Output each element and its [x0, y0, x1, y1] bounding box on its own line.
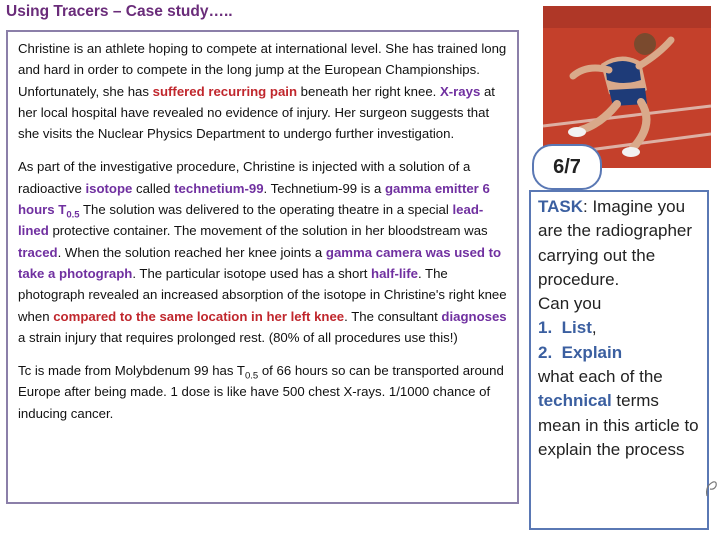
task-item-1: [538, 316, 703, 340]
text-run: As part of the investigative procedure, Christine is injected with a solution of a radioactive: [18, 159, 471, 196]
text-run: technetium-99: [174, 180, 264, 196]
text-run: . The photograph revealed an increased absorption of the isotope in Christine's right knee when: [18, 265, 507, 324]
page-number-badge: 6/7: [532, 144, 602, 190]
task-outro-end: terms mean in this article to explain the process: [538, 391, 699, 459]
task-outro: [538, 365, 703, 462]
text-run: half-life: [371, 265, 418, 281]
text-run: The solution was delivered to the operating theatre in a special: [79, 202, 453, 218]
page-title: Using Tracers – Case study…..: [6, 3, 233, 20]
task-can-you: Can you: [538, 294, 602, 314]
text-run: diagnoses: [441, 308, 507, 324]
task-box: [529, 190, 709, 530]
text-run: 0.5: [244, 370, 259, 382]
case-study-box: [6, 30, 519, 504]
text-run: a strain injury that requires prolonged rest. (80% of all procedures use this!): [18, 329, 458, 345]
text-run: beneath her right knee.: [297, 83, 440, 99]
text-run: . The particular isotope used has a short: [132, 265, 372, 281]
task-item-1-text: List: [561, 318, 592, 338]
case-paragraph-1: [18, 38, 509, 144]
text-run: Christine is an athlete hoping to compete at international level. She has trained long and hard in order to compete in the long jump at the European Championships. Unfortunately, she has: [18, 41, 507, 99]
text-run: gamma camera was used to take a photograph: [18, 244, 502, 281]
case-paragraph-2: [18, 156, 509, 348]
task-intro-text: : Imagine you are the radiographer carrying out the procedure.: [538, 197, 693, 289]
text-run: gamma emitter 6 hours T: [18, 180, 490, 218]
text-run: lead-lined: [18, 202, 484, 239]
text-run: of 66 hours so can be transported around Europe after being made. 1 dose is like have 500 chest X-rays. 1/1000 chance of inducing cancer.: [18, 363, 504, 421]
text-run: called: [132, 180, 175, 196]
task-outro-bold: technical: [538, 391, 612, 411]
task-outro-start: what each of the: [538, 367, 663, 387]
page-curl-icon: [704, 478, 718, 498]
text-run: compared to the same location in her left knee: [53, 308, 345, 324]
task-label: TASK: [538, 197, 584, 216]
text-run: . The consultant: [344, 308, 442, 324]
text-run: protective container. The movement of the solution in her bloodstream was: [48, 223, 488, 239]
task-item-2: [538, 341, 703, 365]
text-run: . Technetium-99 is a: [263, 180, 385, 196]
text-run: suffered recurring pain: [152, 83, 298, 99]
task-item-2-number: 2.: [538, 342, 553, 362]
task-item-1-comma: ,: [591, 318, 597, 338]
text-run: isotope: [85, 180, 133, 196]
text-run: traced: [18, 244, 58, 260]
task-item-1-number: 1.: [538, 318, 553, 338]
text-run: at her local hospital have revealed no evidence of injury. Her surgeon suggests that she visits the Nuclear Physics Department to undergo further investigation.: [18, 83, 495, 142]
task-item-2-text: Explain: [561, 342, 623, 362]
case-paragraph-3: [18, 360, 509, 424]
text-run: . When the solution reached her knee joints a: [57, 244, 326, 260]
task-intro: [538, 195, 703, 292]
text-run: Tc is made from Molybdenum 99 has T: [18, 363, 245, 379]
text-run: 0.5: [66, 209, 80, 221]
text-run: X-rays: [439, 83, 481, 99]
